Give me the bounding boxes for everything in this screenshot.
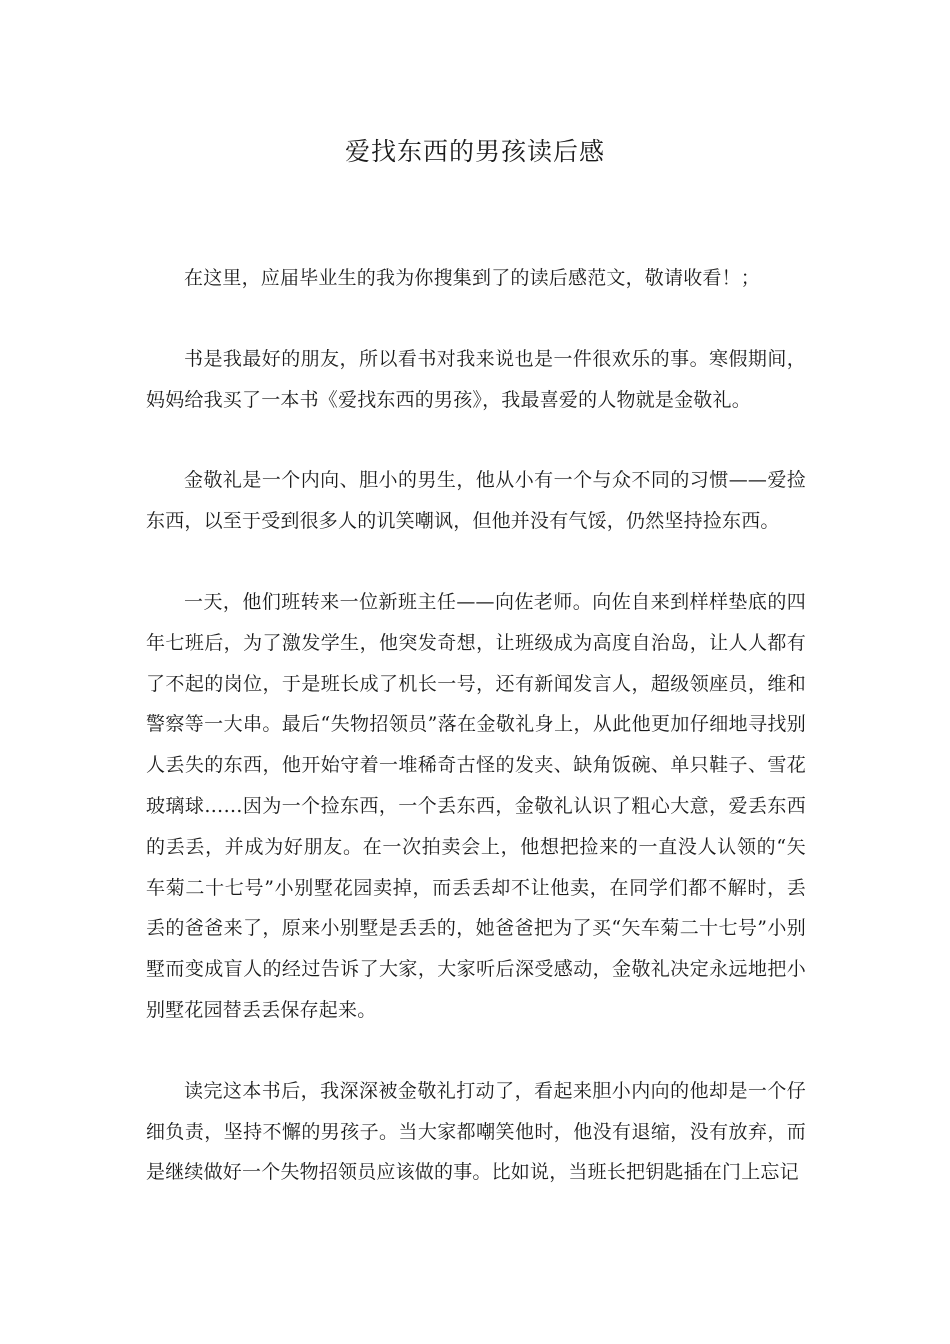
document-title: 爱找东西的男孩读后感 bbox=[344, 137, 605, 166]
paragraph-4: 一天，他们班转来一位新班主任——向佐老师。向佐自来到样样垫底的四年七班后，为了激发学生，他突发奇想，让班级成为高度自治岛，让人人都有了不起的岗位，于是班长成了机长一号，还有新闻发言人，超级领座员，维和警察等一大串。最后“失物招领员”落在金敬礼身上，从此他更加仔细地寻找别人丢失的东西，他开始守着一堆稀奇古怪的发夹、缺角饭碗、单只鞋子、雪花玻璃球……因为一个捡东西，一个丢东西，金敬礼认识了粗心大意，爱丢东西的丢丢，并成为好朋友。在一次拍卖会上，他想把捡来的一直没人认领的“矢车菊二十七号”小别墅花园卖掉，而丢丢却不让他卖，在同学们都不解时，丢丢的爸爸来了，原来小别墅是丢丢的，她爸爸把为了买“矢车菊二十七号”小别墅而变成盲人的经过告诉了大家，大家听后深受感动，金敬礼决定永远地把小别墅花园替丢丢保存起来。 bbox=[146, 590, 806, 1021]
paragraph-5: 读完这本书后，我深深被金敬礼打动了，看起来胆小内向的他却是一个仔细负责，坚持不懈的男孩子。当大家都嘲笑他时，他没有退缩，没有放弃，而是继续做好一个失物招领员应该做的事。比如说，当班长把钥匙插在门上忘记 bbox=[146, 1079, 806, 1184]
paragraph-intro: 在这里，应届毕业生的我为你搜集到了的读后感范文，敬请收看！； bbox=[184, 267, 761, 289]
document-body bbox=[146, 258, 806, 1233]
paragraph-3: 金敬礼是一个内向、胆小的男生，他从小有一个与众不同的习惯——爱捡东西，以至于受到很多人的讥笑嘲讽，但他并没有气馁，仍然坚持捡东西。 bbox=[146, 469, 806, 533]
paragraph-2: 书是我最好的朋友，所以看书对我来说也是一件很欢乐的事。寒假期间，妈妈给我买了一本书《爱找东西的男孩》，我最喜爱的人物就是金敬礼。 bbox=[146, 347, 806, 411]
